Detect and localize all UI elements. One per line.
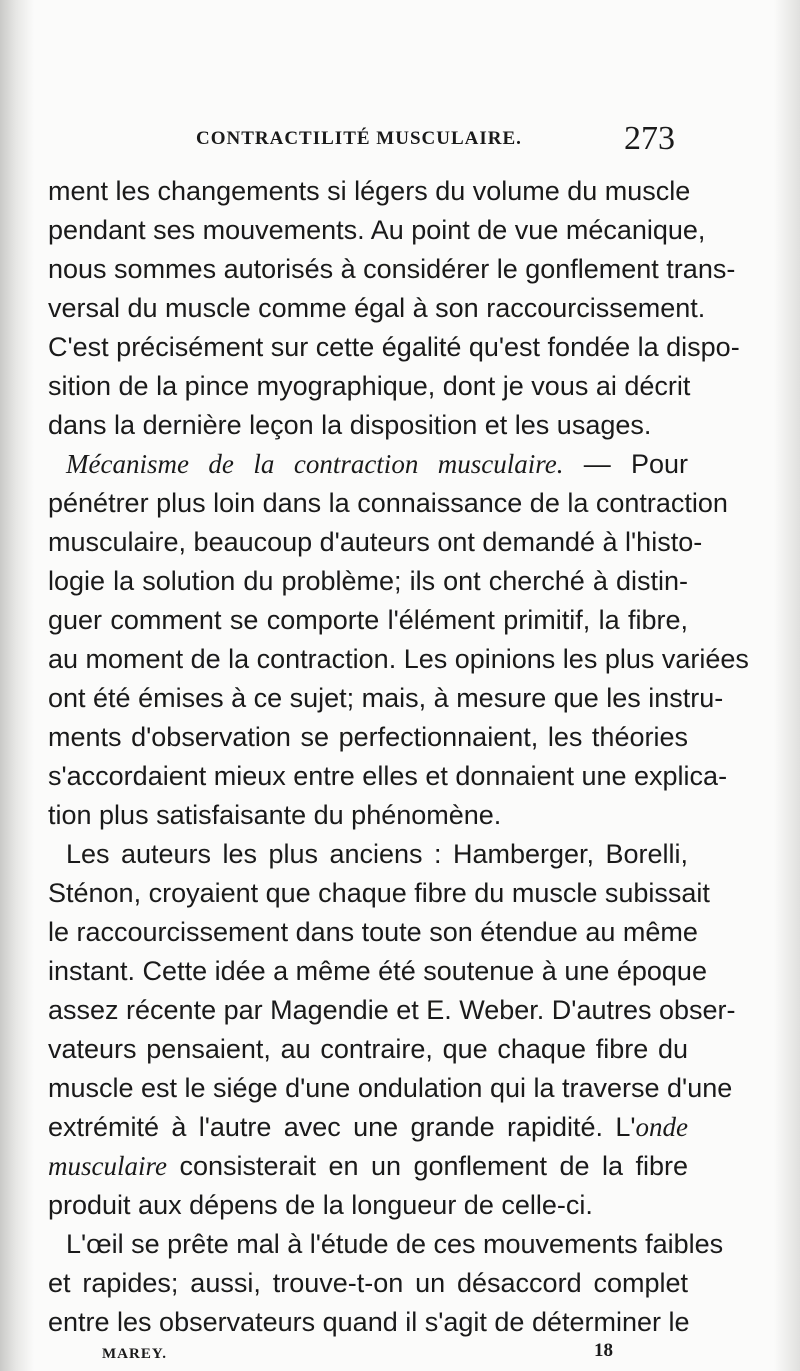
- text-line: C'est précisément sur cette égalité qu'est fondée la dispo-: [48, 332, 740, 362]
- text-line: pendant ses mouvements. Au point de vue mécanique,: [48, 215, 706, 245]
- section-heading: Mécanisme de la contraction musculaire.: [66, 449, 564, 479]
- text-line: tion plus satisfaisante du phénomène.: [48, 800, 502, 830]
- gutter-shadow: [0, 0, 34, 1371]
- running-title: CONTRACTILITÉ MUSCULAIRE.: [196, 128, 522, 149]
- text-line: entre les observateurs quand il s'agit de déterminer le: [48, 1307, 690, 1337]
- text-line: sition de la pince myographique, dont je vous ai décrit: [48, 371, 691, 401]
- text-line: s'accordaient mieux entre elles et donnaient une explica-: [48, 761, 728, 791]
- text-line: pénétrer plus loin dans la connaissance de la contraction: [48, 488, 728, 518]
- italic-term: onde: [635, 1112, 688, 1142]
- text-line: vateurs pensaient, au contraire, que chaque fibre du: [48, 1034, 688, 1064]
- text-line: et rapides; aussi, trouve-t-on un désaccord complet: [48, 1268, 688, 1298]
- text-line: L'œil se prête mal à l'étude de ces mouvements faibles: [66, 1229, 724, 1259]
- text-line: produit aux dépens de la longueur de celle-ci.: [48, 1190, 593, 1220]
- text-line: Sténon, croyaient que chaque fibre du muscle subissait: [48, 878, 710, 908]
- section-heading-line: [48, 445, 688, 484]
- text-span: extrémité à l'autre avec une grande rapidité. L': [48, 1112, 636, 1142]
- text-line: assez récente par Magendie et E. Weber. D'autres obser-: [48, 995, 736, 1025]
- italic-term: musculaire: [48, 1151, 167, 1181]
- text-line: ment les changements si légers du volume du muscle: [48, 176, 691, 206]
- text-line: dans la dernière leçon la disposition et les usages.: [48, 410, 652, 440]
- text-line: nous sommes autorisés à considérer le gonflement trans-: [48, 254, 736, 284]
- text-line: ont été émises à ce sujet; mais, à mesure que les instru-: [48, 683, 724, 713]
- sheet-number: 18: [594, 1340, 613, 1361]
- text-line: instant. Cette idée a même été soutenue à une époque: [48, 956, 707, 986]
- text-span: — Pour: [563, 449, 688, 479]
- text-line: logie la solution du problème; ils ont cherché à distin-: [48, 566, 688, 596]
- edge-shadow: [774, 0, 800, 1371]
- text-line: [48, 1147, 688, 1186]
- text-line: au moment de la contraction. Les opinions les plus variées: [48, 644, 749, 674]
- text-line: Les auteurs les plus anciens : Hamberger, Borelli,: [66, 839, 688, 869]
- text-line: [48, 1108, 688, 1147]
- text-line: versal du muscle comme égal à son raccourcissement.: [48, 293, 706, 323]
- body-text: [48, 172, 749, 1342]
- text-span: consisterait en un gonflement de la fibre: [166, 1151, 688, 1181]
- text-line: le raccourcissement dans toute son étendue au même: [48, 917, 698, 947]
- page-number: 273: [624, 120, 675, 157]
- text-line: muscle est le siége d'une ondulation qui la traverse d'une: [48, 1073, 733, 1103]
- text-line: guer comment se comporte l'élément primitif, la fibre,: [48, 605, 688, 635]
- signature-mark: MAREY.: [102, 1346, 168, 1362]
- text-line: ments d'observation se perfectionnaient, les théories: [48, 722, 688, 752]
- text-line: musculaire, beaucoup d'auteurs ont demandé à l'histo-: [48, 527, 703, 557]
